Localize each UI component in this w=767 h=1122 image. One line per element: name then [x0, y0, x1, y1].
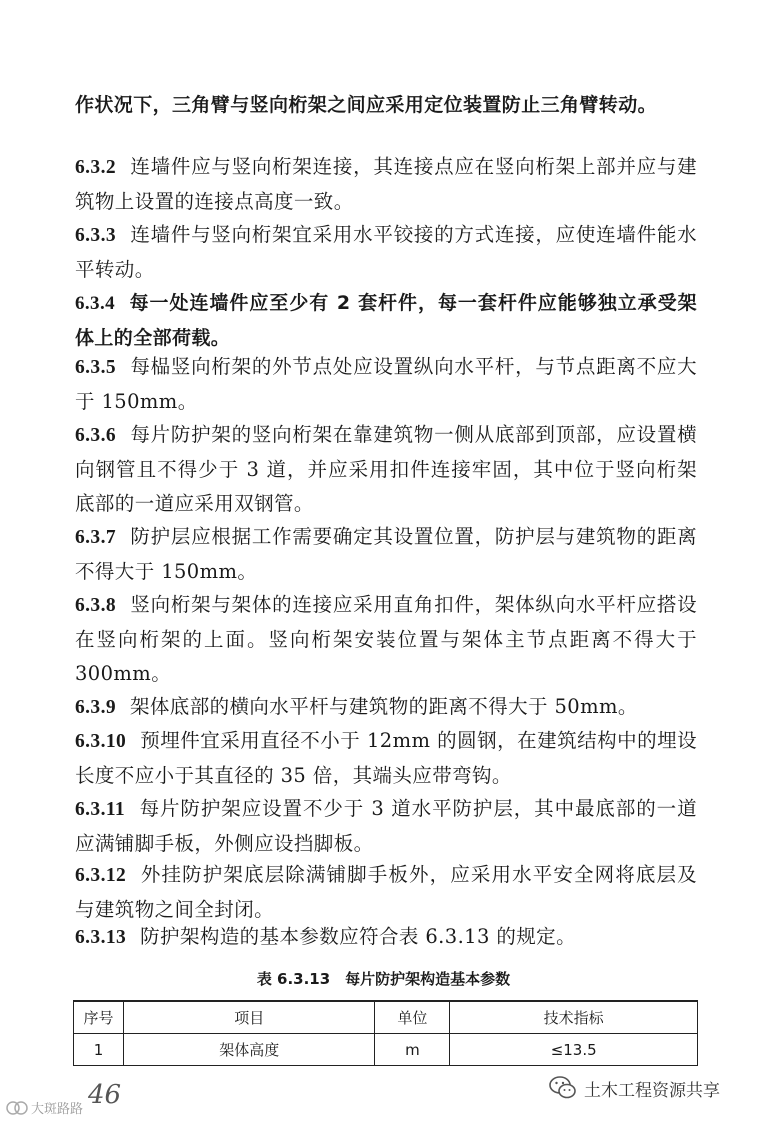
- clause-text: 每榀竖向桁架的外节点处应设置纵向水平杆，与节点距离不应大于 150mm。: [75, 355, 697, 413]
- header-cell: 项目: [123, 1001, 375, 1034]
- table-title: 表 6.3.13 每片防护架构造基本参数: [256, 970, 511, 988]
- clause-text: 防护层应根据工作需要确定其设置位置，防护层与建筑物的距离不得大于 150mm。: [75, 525, 697, 583]
- clause-number: 6.3.9: [75, 697, 116, 718]
- table-cell: 架体高度: [123, 1034, 375, 1066]
- clause-text: 连墙件应与竖向桁架连接，其连接点应在竖向桁架上部并应与建筑物上设置的连接点高度一致。: [75, 155, 697, 213]
- clause-text: 竖向桁架与架体的连接应采用直角扣件，架体纵向水平杆应搭设在竖向桁架的上面。竖向桁架安装位置与架体主节点距离不得大于 300mm。: [75, 593, 697, 685]
- clause-number: 6.3.6: [75, 425, 116, 446]
- clause-text: 每片防护架的竖向桁架在靠建筑物一侧从底部到顶部，应设置横向钢管且不得少于 3 道，并应采用扣件连接牢固，其中位于竖向桁架底部的一道应采用双钢管。: [75, 423, 697, 515]
- clause-number: 6.3.12: [75, 865, 127, 886]
- clause-6-3-7: [75, 520, 697, 589]
- table-header-row: [74, 1001, 698, 1034]
- clause-text: 防护架构造的基本参数应符合表 6.3.13 的规定。: [140, 925, 576, 948]
- clause-text: 连墙件与竖向桁架宜采用水平铰接的方式连接，应使连墙件能水平转动。: [75, 223, 697, 281]
- clause-6-3-9: [75, 690, 697, 725]
- watermark-right-text: 土木工程资源共享: [584, 1080, 720, 1101]
- clause-number: 6.3.4: [75, 293, 115, 314]
- watermark-right: [548, 1075, 720, 1101]
- clause-number: 6.3.7: [75, 527, 116, 548]
- header-cell: 单位: [375, 1001, 450, 1034]
- clause-6-3-11: [75, 792, 697, 861]
- clause-text: 预埋件宜采用直径不小于 12mm 的圆钢，在建筑结构中的埋设长度不应小于其直径的 35 倍，其端头应带弯钩。: [75, 729, 697, 787]
- parameters-table: [73, 1000, 698, 1066]
- paragraph-continuation: [75, 88, 697, 122]
- wechat-icon: [548, 1075, 578, 1101]
- clause-6-3-2: [75, 150, 697, 219]
- table-row: [74, 1034, 698, 1066]
- clause-6-3-4: [75, 286, 697, 355]
- clause-6-3-8: [75, 588, 697, 691]
- clause-number: 6.3.10: [75, 731, 127, 752]
- header-cell: 技术指标: [450, 1001, 698, 1034]
- table-cell: ≤13.5: [450, 1034, 698, 1066]
- clause-6-3-10: [75, 724, 697, 793]
- clause-6-3-13: [75, 920, 697, 955]
- clause-6-3-5: [75, 350, 697, 419]
- clause-text: 每一处连墙件应至少有 2 套杆件，每一套杆件应能够独立承受架体上的全部荷载。: [75, 292, 697, 349]
- table-cell: 1: [74, 1034, 124, 1066]
- clause-number: 6.3.5: [75, 357, 116, 378]
- clause-number: 6.3.3: [75, 225, 116, 246]
- watermark-left-text: 大斑路路: [31, 1102, 84, 1117]
- clause-text: 架体底部的横向水平杆与建筑物的距离不得大于 50mm。: [130, 695, 638, 718]
- watermark-left: [6, 1098, 83, 1117]
- clause-6-3-3: [75, 218, 697, 287]
- table-cell: m: [375, 1034, 450, 1066]
- header-cell: 序号: [74, 1001, 124, 1034]
- clause-6-3-6: [75, 418, 697, 521]
- clause-number: 6.3.13: [75, 927, 127, 948]
- clause-number: 6.3.8: [75, 595, 116, 616]
- page-number: 46: [88, 1080, 122, 1110]
- clause-number: 6.3.11: [75, 799, 126, 820]
- clause-text: 外挂防护架底层除满铺脚手板外，应采用水平安全网将底层及与建筑物之间全封闭。: [75, 863, 697, 921]
- clause-text: 每片防护架应设置不少于 3 道水平防护层，其中最底部的一道应满铺脚手板，外侧应设挡脚板。: [75, 797, 697, 855]
- paragraph-text: 作状况下，三角臂与竖向桁架之间应采用定位装置防止三角臂转动。: [75, 94, 658, 116]
- cc-icon: [6, 1100, 28, 1116]
- clause-6-3-12: [75, 858, 697, 927]
- clause-number: 6.3.2: [75, 157, 116, 178]
